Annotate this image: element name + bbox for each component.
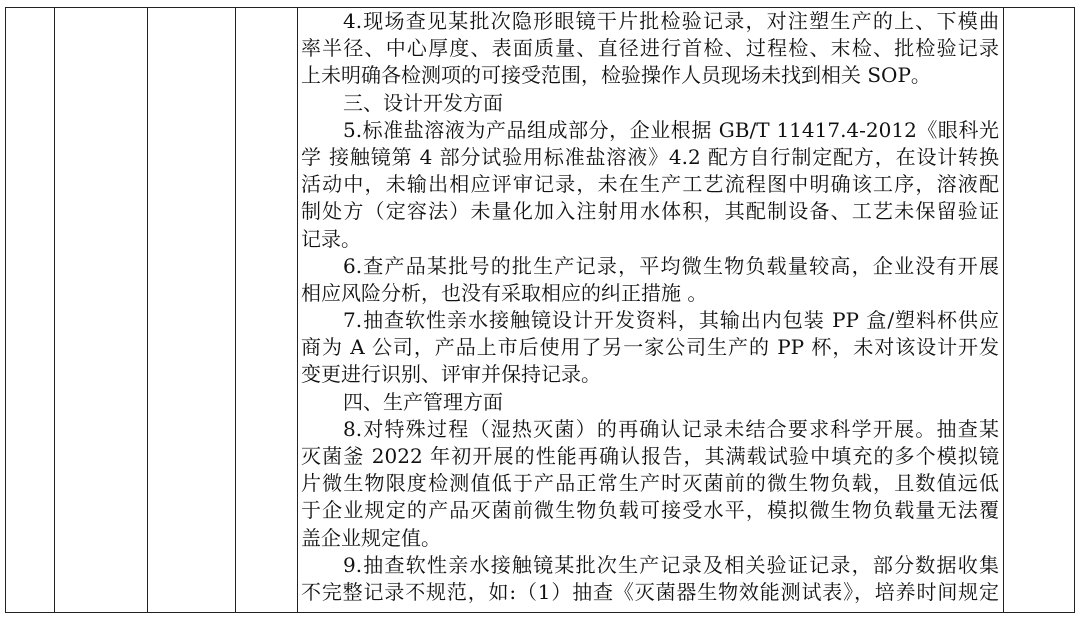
text-line: 7.抽查软性亲水接触镜设计开发资料，其输出内包装 PP 盒/塑料杯供应 <box>343 308 999 333</box>
text-line: 变更进行识别、评审并保持记录。 <box>301 362 601 387</box>
text-line: 于企业规定的产品灭菌前微生物负载可接受水平，模拟微生物负载量无法覆 <box>301 498 999 523</box>
text-line: 盖企业规定值。 <box>301 525 441 550</box>
section-heading: 四、生产管理方面 <box>343 389 503 414</box>
finding-item-7 <box>301 307 999 389</box>
finding-item-5 <box>301 117 999 253</box>
finding-item-6 <box>301 253 999 307</box>
text-line: 不完整记录不规范，如:（1）抽查《灭菌器生物效能测试表》，培养时间规定 <box>301 579 999 604</box>
table-row <box>5 7 1075 613</box>
table-cell-6 <box>1004 8 1075 612</box>
finding-item-8 <box>301 416 999 552</box>
section-heading-production-management <box>301 389 999 416</box>
text-line: 制处方（定容法）未量化加入注射用水体积，其配制设备、工艺未保留验证 <box>301 199 999 224</box>
text-line: 学 接触镜第 4 部分试验用标准盐溶液》4.2 配方自行制定配方，在设计转换 <box>301 144 999 169</box>
text-line: 相应风险分析，也没有采取相应的纠正措施 。 <box>301 280 708 305</box>
table-cell-4 <box>236 8 298 612</box>
section-heading: 三、设计开发方面 <box>343 90 503 115</box>
text-line: 灭菌釜 2022 年初开展的性能再确认报告，其满载试验中填充的多个模拟镜 <box>301 444 999 468</box>
finding-item-9 <box>301 552 999 606</box>
text-line: 上未明确各检测项的可接受范围，检验操作人员现场未找到相关 SOP。 <box>301 63 931 88</box>
finding-item-4 <box>301 8 999 90</box>
text-line: 活动中，未输出相应评审记录，未在生产工艺流程图中明确该工序，溶液配 <box>301 172 999 197</box>
text-line: 5.标准盐溶液为产品组成部分，企业根据 GB/T 11417.4-2012《眼科光 <box>343 117 999 142</box>
section-heading-design-development <box>301 90 999 117</box>
table-cell-2 <box>55 8 148 612</box>
table-cell-1 <box>5 8 55 612</box>
table-cell-3 <box>148 8 236 612</box>
text-line: 商为 A 公司，产品上市后使用了另一家公司生产的 PP 杯，未对该设计开发 <box>301 335 999 360</box>
text-line: 8.对特殊过程（湿热灭菌）的再确认记录未结合要求科学开展。抽查某 <box>343 416 999 441</box>
text-line: 9.抽查软性亲水接触镜某批次生产记录及相关验证记录，部分数据收集 <box>343 552 999 577</box>
findings-text-cell <box>298 8 1004 612</box>
text-line: 6.查产品某批号的批生产记录，平均微生物负载量较高，企业没有开展 <box>343 253 999 278</box>
text-line: 4.现场查见某批次隐形眼镜干片批检验记录，对注塑生产的上、下模曲 <box>343 9 999 33</box>
text-line: 记录。 <box>301 226 361 251</box>
text-line: 片微生物限度检测值低于产品正常生产时灭菌前的微生物负载，且数值远低 <box>301 471 999 496</box>
text-line: 率半径、中心厚度、表面质量、直径进行首检、过程检、末检、批检验记录 <box>301 36 999 61</box>
